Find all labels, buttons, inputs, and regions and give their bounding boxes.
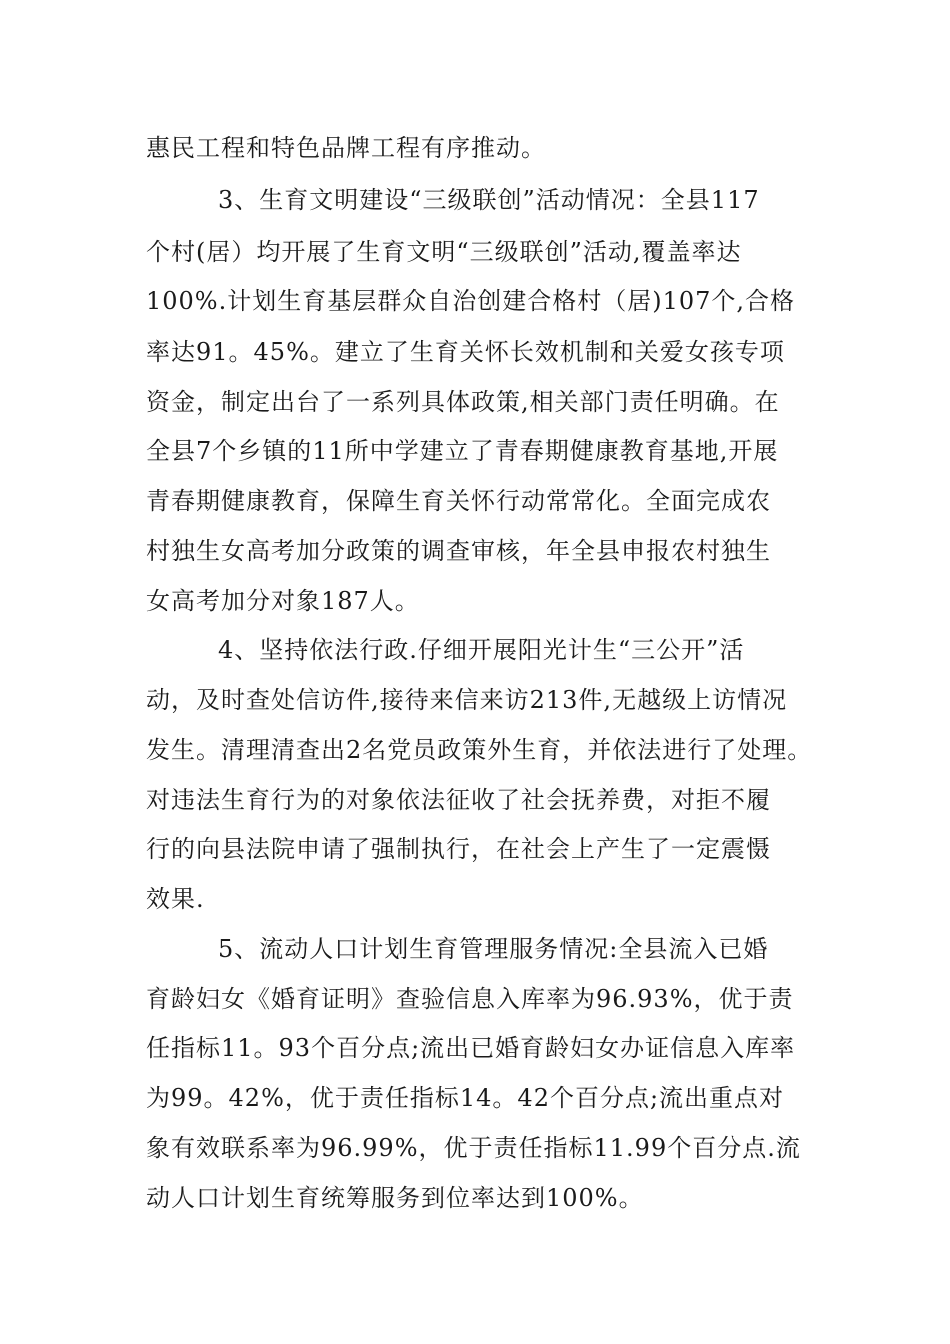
text-line: 100%.计划生育基层群众自治创建合格村（居)107个,合格 xyxy=(146,287,796,315)
text-line: 象有效联系率为96.99%，优于责任指标11.99个百分点.流 xyxy=(146,1134,801,1162)
paragraph-5-start: 5、流动人口计划生育管理服务情况:全县流入已婚 xyxy=(218,935,769,963)
text-line: 个村(居）均开展了生育文明“三级联创”活动,覆盖率达 xyxy=(146,238,742,266)
text-line: 行的向县法院申请了强制执行，在社会上产生了一定震慑 xyxy=(146,835,771,863)
text-line: 女高考加分对象187人。 xyxy=(146,587,420,615)
text-line: 任指标11。93个百分点;流出已婚育龄妇女办证信息入库率 xyxy=(146,1034,796,1062)
text-line: 村独生女高考加分政策的调查审核，年全县申报农村独生 xyxy=(146,537,771,565)
text-line: 对违法生育行为的对象依法征收了社会抚养费，对拒不履 xyxy=(146,786,771,814)
text-line: 率达91。45%。建立了生育关怀长效机制和关爱女孩专项 xyxy=(146,338,785,366)
text-line: 全县7个乡镇的11所中学建立了青春期健康教育基地,开展 xyxy=(146,437,779,465)
text-line: 育龄妇女《婚育证明》查验信息入库率为96.93%，优于责 xyxy=(146,985,794,1013)
paragraph-3-start: 3、生育文明建设“三级联创”活动情况：全县117 xyxy=(218,186,760,214)
text-line: 青春期健康教育，保障生育关怀行动常常化。全面完成农 xyxy=(146,487,771,515)
text-line: 动人口计划生育统筹服务到位率达到100%。 xyxy=(146,1184,644,1212)
text-line: 效果. xyxy=(146,885,205,913)
text-line: 惠民工程和特色品牌工程有序推动。 xyxy=(146,134,546,162)
text-line: 动，及时查处信访件,接待来信来访213件,无越级上访情况 xyxy=(146,686,788,714)
text-line: 发生。清理清查出2名党员政策外生育，并依法进行了处理。 xyxy=(146,736,813,764)
text-line: 为99。42%，优于责任指标14。42个百分点;流出重点对 xyxy=(146,1084,785,1112)
text-line: 资金，制定出台了一系列具体政策,相关部门责任明确。在 xyxy=(146,388,780,416)
paragraph-4-start: 4、坚持依法行政.仔细开展阳光计生“三公开”活 xyxy=(218,636,745,664)
